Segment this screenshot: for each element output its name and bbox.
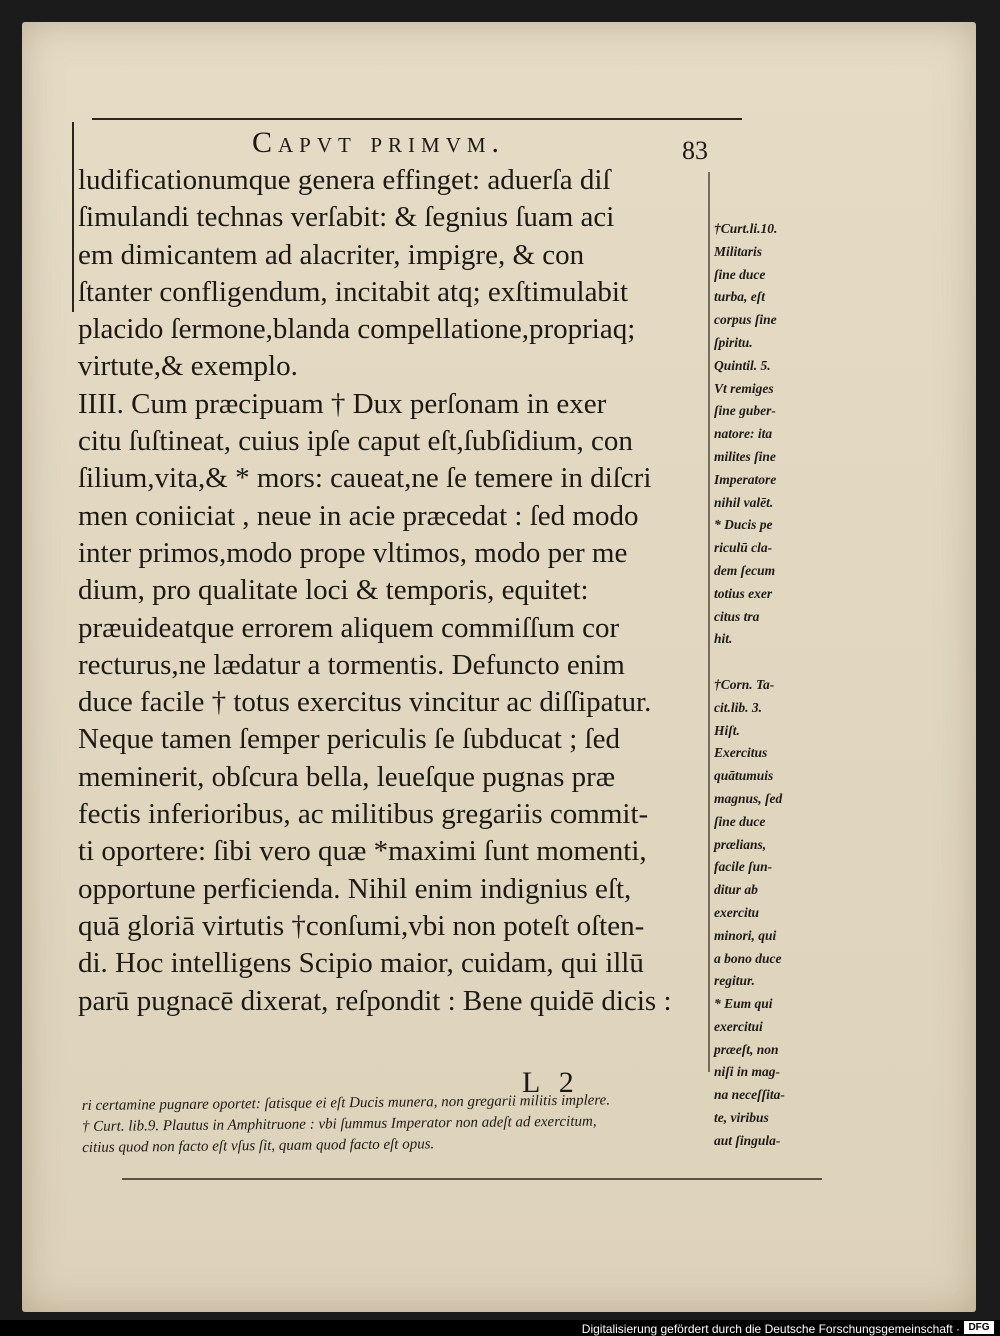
dfg-logo: DFG <box>964 1321 994 1334</box>
body-line: ſilium,vita,& * mors: caueat,ne ſe temere in diſcri <box>78 462 652 495</box>
body-line: Neque tamen ſemper periculis ſe ſubducat ; ſed <box>78 723 620 756</box>
body-line: quā gloriā virtutis †conſumi,vbi non poteſt oſten- <box>78 909 645 942</box>
left-margin-bar <box>72 122 74 312</box>
body-line: em dimicantem ad alacriter, impigre, & con <box>78 238 585 271</box>
body-line: citu ſuſtineat, cuius ipſe caput eſt,ſubſidium, con <box>78 425 633 458</box>
body-text <box>78 162 728 1020</box>
footnotes <box>82 1088 843 1159</box>
margin-note-line: ſpiritu. <box>714 334 753 350</box>
margin-note-line: riculū cla- <box>714 540 773 556</box>
margin-note-line: præeſt, non <box>714 1041 779 1057</box>
catchword: L 2 <box>522 1066 580 1099</box>
body-line: fectis inferioribus, ac militibus gregariis commit- <box>78 798 649 831</box>
body-line: præuideatque errorem aliquem commiſſum cor <box>78 611 620 644</box>
margin-note-line: a bono duce <box>714 950 782 966</box>
margin-note-line: * Ducis pe <box>714 517 773 533</box>
body-line: placido ſermone,blanda compellatione,propriaq; <box>78 313 636 346</box>
body-line: ludificationumque genera effinget: aduerſa diſ <box>78 164 611 196</box>
margin-note-line: turba, eſt <box>714 289 766 305</box>
margin-note-line: quātumuis <box>714 768 774 784</box>
margin-note-line: ditur ab <box>714 882 758 898</box>
body-line: ti oportere: ſibi vero quæ *maximi ſunt momenti, <box>78 835 647 868</box>
header-rule <box>92 118 742 120</box>
margin-note-line: ſine guber- <box>714 403 776 419</box>
margin-note-line: magnus, ſed <box>714 790 783 806</box>
body-line: men coniiciat , neue in acie præcedat : ſed modo <box>78 499 639 532</box>
margin-note-line: †Corn. Ta- <box>714 676 775 692</box>
margin-note-line: dem ſecum <box>714 562 776 578</box>
footnote-line: ri certamine pugnare oportet: ſatisque ei eſt Ducis munera, non gregarii militis implere. <box>81 1092 611 1114</box>
footnote-line: † Curt. lib.9. Plautus in Amphitruone : vbi ſummus Imperator non adeſt ad exercitum, <box>81 1113 597 1135</box>
margin-note-line: natore: ita <box>714 426 773 442</box>
margin-note-line: Vt remiges <box>714 380 774 396</box>
margin-note-line: aut ſingula- <box>714 1132 781 1148</box>
margin-note-line: na neceſſita- <box>714 1087 785 1103</box>
margin-note-line: regitur. <box>714 973 755 989</box>
margin-note-line: facile ſun- <box>714 859 773 875</box>
margin-note-line: Imperatore <box>714 471 777 487</box>
body-line: inter primos,modo prope vltimos, modo per me <box>78 536 628 569</box>
margin-note-line: Hiſt. <box>714 722 740 738</box>
margin-note-line: totius exer <box>714 585 773 601</box>
footnote-line: citius quod non facto eſt vſus ſit, quam quod facto eſt opus. <box>82 1136 435 1156</box>
page-content <box>22 22 976 1312</box>
body-line: parū pugnacē dixerat, reſpondit : Bene quidē dicis : <box>78 984 672 1017</box>
margin-note-line: †Curt.li.10. <box>714 221 778 236</box>
body-line: meminerit, obſcura bella, leueſque pugnas præ <box>78 760 616 793</box>
body-line: IIII. Cum præcipuam † Dux perſonam in exer <box>78 387 607 420</box>
body-line: recturus,ne lædatur a tormentis. Defuncto enim <box>78 648 625 681</box>
margin-note-line: minori, qui <box>714 927 777 943</box>
body-line: di. Hoc intelligens Scipio maior, cuidam, qui illū <box>78 947 644 980</box>
margin-note-line: * Eum qui <box>714 996 773 1012</box>
margin-note-line: ſine duce <box>714 266 766 282</box>
body-line: opportune perficienda. Nihil enim indignius eſt, <box>78 872 632 905</box>
margin-note-line: citus tra <box>714 608 760 624</box>
funding-credit: Digitalisierung gefördert durch die Deutsche Forschungsgemeinschaft · <box>581 1322 960 1336</box>
body-line: duce facile † totus exercitus vincitur ac diſſipatur. <box>78 686 652 719</box>
margin-note-line: Militaris <box>714 243 763 259</box>
margin-note-line: cit.lib. 3. <box>714 699 762 715</box>
body-line: ſtanter confligendum, incitabit atq; exſtimulabit <box>78 275 629 308</box>
page-number: 83 <box>682 136 708 165</box>
margin-note-line: hit. <box>714 631 733 647</box>
margin-note-line: corpus ſine <box>714 312 777 328</box>
margin-note-line: milites ſine <box>714 448 776 464</box>
body-line: ſimulandi technas verſabit: & ſegnius ſuam aci <box>78 201 615 234</box>
margin-note-line: Exercitus <box>714 745 768 761</box>
margin-note-line <box>714 651 824 674</box>
margin-note-line: Quintil. 5. <box>714 357 771 373</box>
margin-notes <box>714 218 824 1153</box>
margin-note-line: niſi in mag- <box>714 1064 781 1080</box>
book-page <box>22 22 976 1312</box>
body-line: dium, pro qualitate loci & temporis, equitet: <box>78 574 589 607</box>
margin-note-line: exercitu <box>714 904 759 920</box>
running-head: Capvt primvm. <box>252 126 506 159</box>
margin-note-line: exercitui <box>714 1018 763 1034</box>
margin-note-line: nihil valēt. <box>714 494 774 510</box>
margin-note-line: te, viribus <box>714 1110 769 1126</box>
bottom-rule <box>122 1178 822 1180</box>
margin-note-line: prælians, <box>714 836 767 852</box>
body-line: virtute,& exemplo. <box>78 350 298 383</box>
margin-note-line: ſine duce <box>714 813 766 829</box>
